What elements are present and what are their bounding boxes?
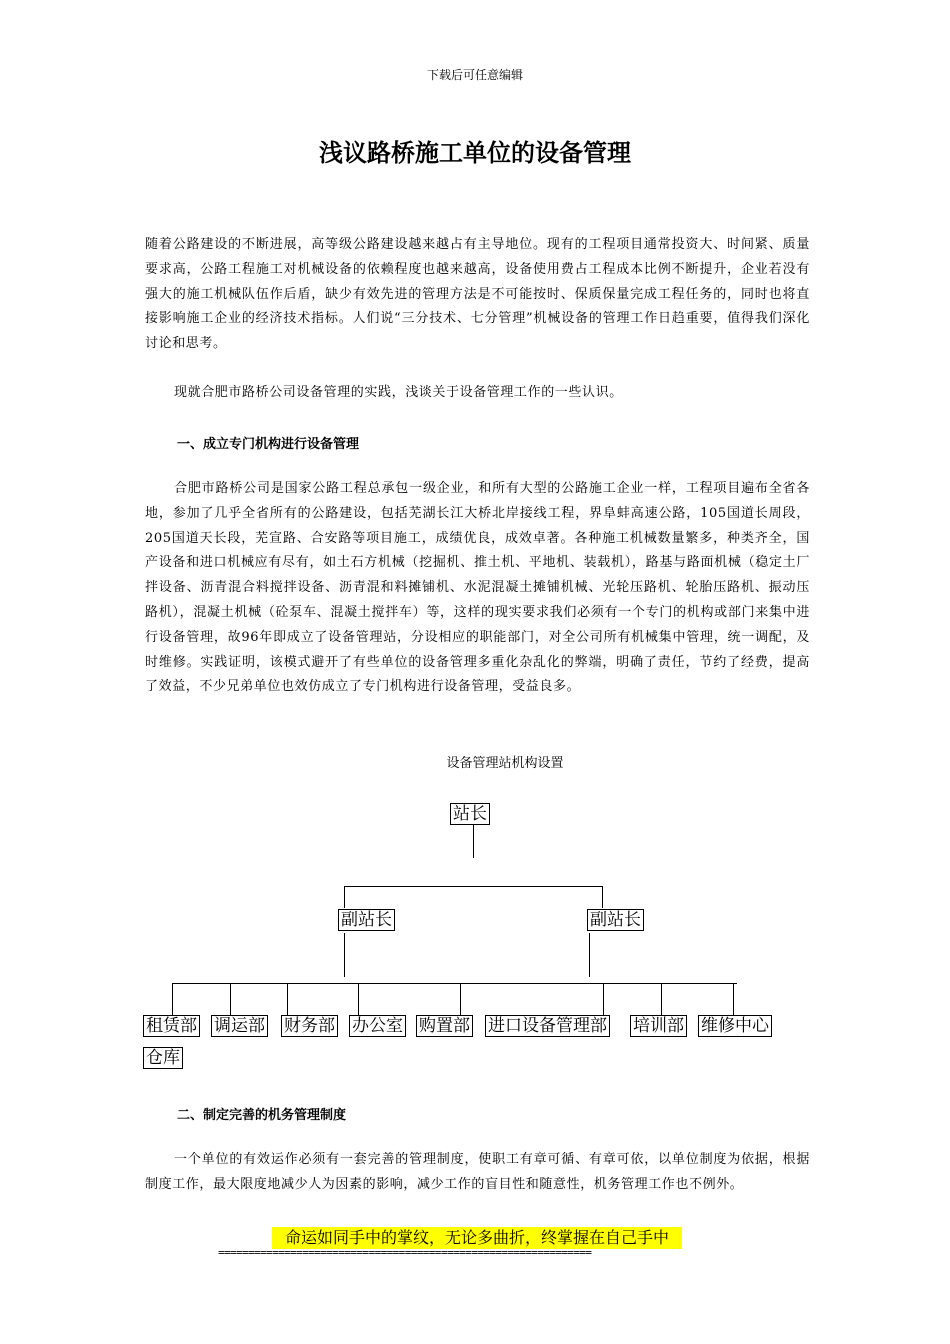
footer-rule: ============================================================== [218,1246,592,1259]
connector-line [172,983,173,1015]
section-1-heading: 一、成立专门机构进行设备管理 [177,437,360,452]
org-node-head: 站长 [450,803,490,825]
org-node-department: 财务部 [281,1015,338,1037]
connector-line [358,983,359,1015]
connector-line [603,983,604,1015]
header-note: 下载后可任意编辑 [426,68,523,82]
connector-line [344,886,345,908]
org-node-department: 租赁部 [143,1015,200,1037]
org-node-department: 办公室 [349,1015,406,1037]
section-2-heading: 二、制定完善的机务管理制度 [177,1108,347,1123]
connector-line [661,983,662,1015]
org-node-deputy-right: 副站长 [587,909,644,931]
org-node-department: 仓库 [143,1047,183,1069]
section-1-paragraph: 合肥市路桥公司是国家公路工程总承包一级企业，和所有大型的公路施工企业一样，工程项目遍布全省各地，参加了几乎全省所有的公路建设，包括芜湖长江大桥北岸接线工程，界阜蚌高速公路，105国道长周段，205国道天长段，芜宣路、合安路等项目施工，成绩优良，成效卓著。各种施工机械数量繁多，种类齐全，国产设备和进口机械应有尽有，如土石方机械（挖掘机、推土机、平地机、装载机），路基与路面机械（稳定土厂拌设备、沥青混合料搅拌设备、沥青混和料摊铺机、水泥混凝土摊铺机械、光轮压路机、轮胎压路机、振动压路机），混凝土机械（砼泵车、混凝土搅拌车）等，这样的现实要求我们必须有一个专门的机构或部门来集中进行设备管理，故96年即成立了设备管理站，分设相应的职能部门，对全公司所有机械集中管理，统一调配，及时维修。实践证明，该模式避开了有些单位的设备管理多重化杂乱化的弊端，明确了责任，节约了经费，提高了效益，不少兄弟单位也效仿成立了专门机构进行设备管理，受益良多。 [145,481,810,695]
org-node-department: 进口设备管理部 [485,1015,610,1037]
connector-line [172,983,737,984]
connector-line [230,983,231,1015]
section-2-paragraph: 一个单位的有效运作必须有一套完善的管理制度，使职工有章可循、有章可依，以单位制度为依据，根据制度工作，最大限度地减少人为因素的影响，减少工作的盲目性和随意性，机务管理工作也不例外。 [145,1152,810,1192]
connector-line [344,886,603,887]
connector-line [589,933,590,977]
org-node-deputy-left: 副站长 [338,909,395,931]
connector-line [602,886,603,908]
connector-line [460,983,461,1015]
org-chart-caption: 设备管理站机构设置 [446,756,564,771]
connector-line [733,983,734,1015]
document-title: 浅议路桥施工单位的设备管理 [319,139,631,167]
connector-line [344,933,345,977]
org-node-department: 调运部 [211,1015,268,1037]
org-node-department: 购置部 [416,1015,473,1037]
intro-paragraph: 随着公路建设的不断进展，高等级公路建设越来越占有主导地位。现有的工程项目通常投资大、时间紧、质量要求高，公路工程施工对机械设备的依赖程度也越来越高，设备使用费占工程成本比例不断提升，企业若没有强大的施工机械队伍作后盾，缺少有效先进的管理方法是不可能按时、保质保量完成工程任务的，同时也将直接影响施工企业的经济技术指标。人们说“三分技术、七分管理”机械设备的管理工作日趋重要，值得我们深化讨论和思考。 [145,237,810,352]
footer-motto: 命运如同手中的掌纹，无论多曲折，终掌握在自己手中 [272,1227,682,1249]
org-node-department: 培训部 [630,1015,687,1037]
lead-paragraph: 现就合肥市路桥公司设备管理的实践，浅谈关于设备管理工作的一些认识。 [174,385,623,400]
connector-line [473,824,474,858]
connector-line [287,983,288,1015]
org-node-department: 维修中心 [698,1015,772,1037]
